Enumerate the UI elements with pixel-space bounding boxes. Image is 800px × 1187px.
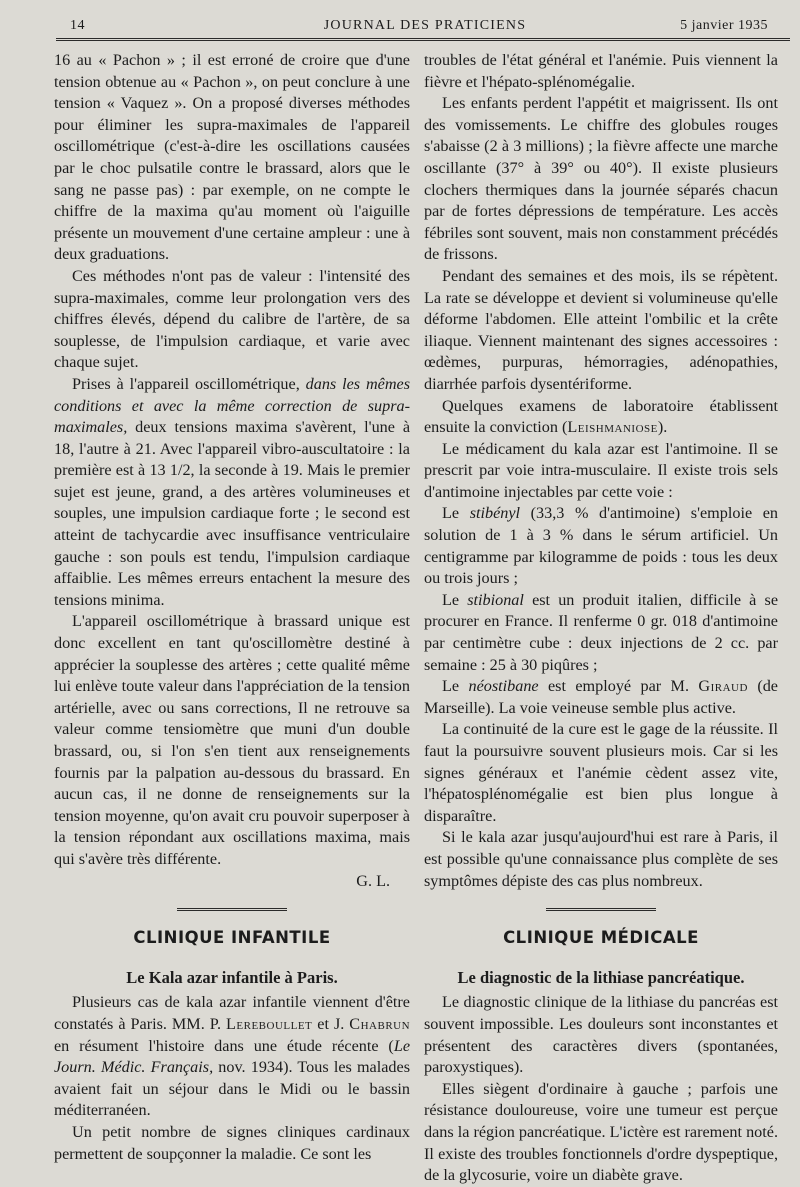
article-title: Le Kala azar infantile à Paris. [126,967,338,987]
paragraph: Les enfants perdent l'appétit et maigrissent. Ils ont des vomissements. Le chiffre des globules rouges s'abaisse (2 à 3 millions) ; la fièvre affecte une marche oscillante (37° à 39° ou 40°). Il existe plusieurs clochers thermiques dans la journée séparés chacun par de fortes dépressions de température. Les accès fébriles sont souvent, mais non constamment précédés de frissons. [424,94,778,264]
text-run: Prises à l'appareil oscillométrique, [72,374,300,393]
text-run: deux tensions maxima s'avèrent, l'une à 18, l'autre à 21. Avec l'appareil vibro-auscultatoire : la première est à 13 1/2, la seconde à 19. Mais le premier sujet est jeune, grand, a des artères volumineuses et souples, une impulsion cardiaque forte ; le second est atteint de tachycardie avec insuffisance ventriculaire gauche : son pouls est tendu, l'impulsion cardiaque affaiblie. Les mêmes erreurs entachent la mesure des tensions minima. [54,418,410,609]
paragraph: 16 au « Pachon » ; il est erroné de croire que d'une tension obtenue au « Pachon », on peut conclure à une tension « Vaquez ». On a proposé diverses méthodes pour éliminer les supra-maximales de l'appareil oscillométrique (c'est-à-dire les oscillations causées par le choc pulsatile contre le brassard, alors que le sang ne passe pas) : par exemple, on ne compte le chiffre de la maxima qu'au moment où l'aiguille présente un mouvement d'une certaine ampleur : une à deux graduations. [54,51,410,264]
paragraph: Si le kala azar jusqu'aujourd'hui est rare à Paris, il est possible qu'une connaissance plus complète de ses symptômes dépiste des cas plus nombreux. [424,828,778,890]
paragraph: Elles siègent d'ordinaire à gauche ; parfois une résistance douloureuse, voire une tumeur est perçue dans la région pancréatique. L'ictère est rarement noté. Il existe des troubles fonctionnels d'ordre dyspeptique, de la glycosurie, voire un diabète grave. [424,1079,778,1185]
page-number: 14 [70,18,85,33]
drug-name: stibional [467,590,524,609]
paragraph [424,590,778,676]
paragraph: Pendant des semaines et des mois, ils se répètent. La rate se développe et devient si volumineuse qu'elle déforme l'abdomen. Elle atteint l'ombilic et la crête iliaque. Viennent maintenant des signes accessoires : œdèmes, purpuras, hémorragies, adénopathies, diarrhée parfois dysentériforme. [424,266,778,393]
text-run: (de Marseille). La voie veineuse semble plus active. [424,677,778,717]
text-run: Le [442,677,460,696]
running-header [70,14,780,38]
author-name: Giraud [698,677,748,696]
text-run: nov. 1934). Tous les malades avaient fait un séjour dans le Midi ou le bassin méditerranéen. [54,1058,410,1120]
text-run: Le [442,504,460,523]
drug-name: néostibane [468,677,539,696]
text-run: est employé par M. [548,677,690,696]
section-divider [177,908,287,911]
text-run: en résument l'histoire dans une étude récente ( [54,1036,394,1055]
journal-title: JOURNAL DES PRATICIENS [323,18,527,33]
journal-reference: Le Journ. Médic. Français, [54,1036,410,1077]
issue-date: 5 janvier 1935 [680,18,768,33]
signature: G. L. [356,871,390,890]
paragraph [54,992,410,1122]
paragraph: Le médicament du kala azar est l'antimoine. Il se prescrit par voie intra-musculaire. Il existe trois sels d'antimoine injectables par cette voie : [424,439,778,501]
left-column [54,50,410,1165]
paragraph [54,374,410,612]
text-run: Quelques examens de laboratoire établissent ensuite la conviction ( [424,396,778,437]
section-heading: CLINIQUE INFANTILE [133,928,331,948]
paragraph: Ces méthodes n'ont pas de valeur : l'intensité des supra-maximales, comme leur prolongation vers des chiffres élevés, dépend du calibre de l'artère, de sa souplesse, de l'impulsion cardiaque, et varie avec chaque sujet. [54,266,410,372]
section-divider [546,908,656,911]
text-run: Le [442,590,460,609]
text-run: est un produit italien, difficile à se procurer en France. Il renferme 0 gr. 018 d'antimoine par centimètre cube : deux injections de 2 cc. par semaine : 25 à 30 piqûres ; [424,590,779,674]
signature-line [54,871,410,893]
header-rule [56,38,790,41]
text-run: (33,3 % d'antimoine) s'emploie en solution de 1 à 3 % dans le sérum artificiel. Un centigramme par kilogramme de poids : tous les deux ou trois jours ; [424,504,779,588]
article-title: Le diagnostic de la lithiase pancréatique. [457,967,745,987]
section-heading: CLINIQUE MÉDICALE [503,928,699,948]
text-run: et J. [317,1014,345,1033]
drug-name: stibényl [469,504,521,523]
author-name: Chabrun [349,1014,411,1033]
right-column [424,50,778,1187]
paragraph: La continuité de la cure est le gage de la réussite. Il faut la poursuivre souvent plusieurs mois. Car si les signes généraux et l'anémie cèdent assez vite, l'hépatosplénomégalie est bien plus longue à disparaître. [424,720,778,825]
paragraph [424,396,778,439]
text-run: Plusieurs cas de kala azar infantile viennent d'être constatés à Paris. MM. P. [54,993,410,1033]
paragraph: L'appareil oscillométrique à brassard unique est donc excellent en tant qu'oscillomètre destiné à apprécier la souplesse des artères ; cette qualité même lui enlève toute valeur dans l'appréciation de la tension artérielle, avec ou sans corrections, Il ne retrouve sa valeur comme tensiomètre que muni d'un double brassard, ou, si l'on s'en tient aux renseignements fournis par la palpation au-dessous du brassard. En aucun cas, il ne donne de renseignements sur la tension moyenne, qu'on avait cru pouvoir superposer à la tension répondant aux oscillations maxima, mais qui s'avère très différente. [54,612,410,868]
paragraph [424,676,778,719]
paragraph: troubles de l'état général et l'anémie. Puis viennent la fièvre et l'hépato-splénomégalie. [424,51,778,91]
paragraph: Le diagnostic clinique de la lithiase du pancréas est souvent impossible. Les douleurs sont inconstantes et présentent des caractères divers (spontanées, paroxystiques). [424,993,778,1077]
emphasis: dans les mêmes conditions et avec la même correction de supra-maximales, [54,374,410,437]
disease-name: Leishmaniose [567,418,658,437]
author-name: Lereboullet [226,1014,313,1033]
text-run: ). [657,418,668,437]
paragraph: Un petit nombre de signes cliniques cardinaux permettent de soupçonner la maladie. Ce sont les [54,1122,410,1163]
paragraph [424,503,778,589]
